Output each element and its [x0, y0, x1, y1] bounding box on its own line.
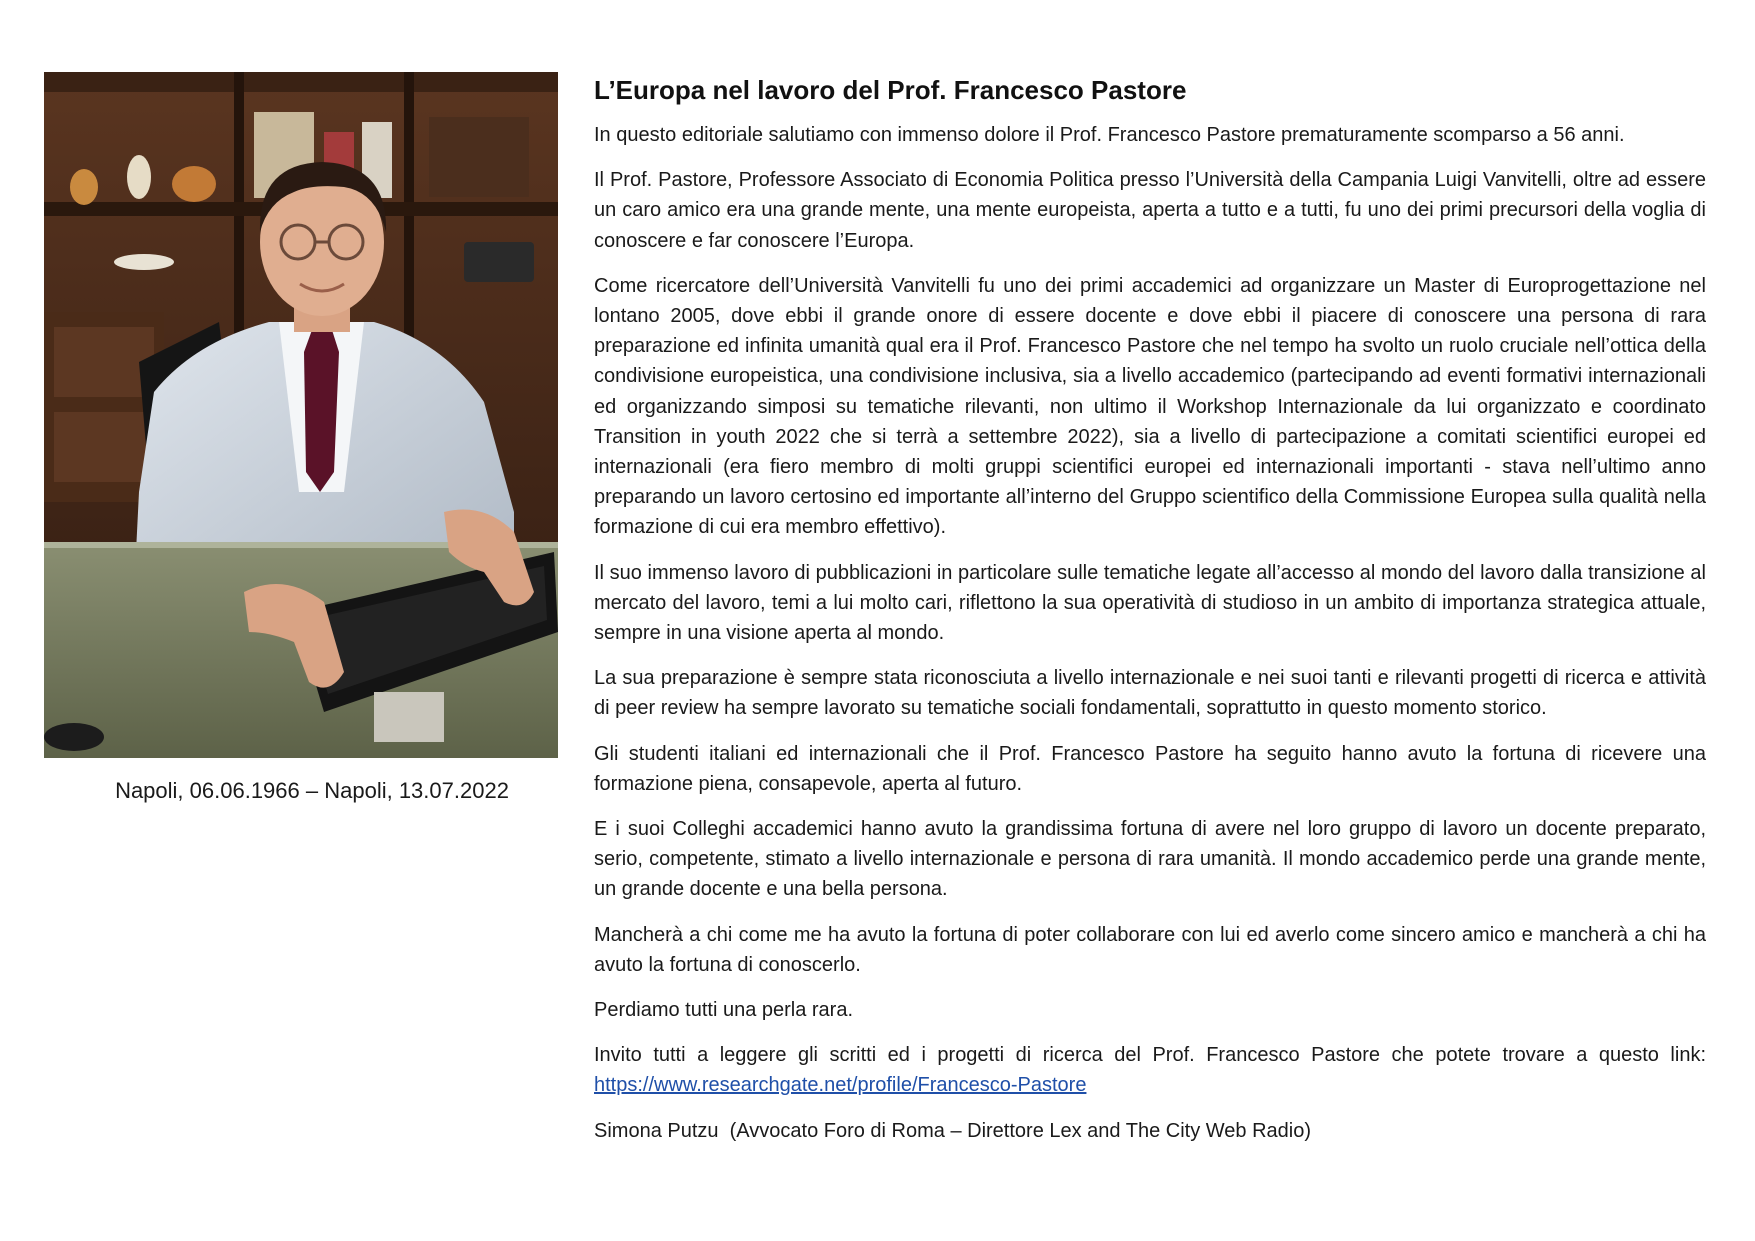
paragraph: Il suo immenso lavoro di pubblicazioni in particolare sulle tematiche legate all’accesso al mondo del lavoro dalla transizione al mercato del lavoro, temi a lui molto cari, riflettono la sua operatività di studioso in un ambito di importanza strategica attuale, sempre in una visione aperta al mondo.	[594, 561, 1706, 645]
paragraph: Come ricercatore dell’Università Vanvitelli fu uno dei primi accademici ad organizzare un Master di Europrogettazione nel lontano 2005, dove ebbi il grande onore di essere docente e dove ebbi il piacere di conoscere una persona di rara preparazione ed infinita umanità qual era il Prof. Francesco Pastore che nel tempo ha svolto un ruolo cruciale nell’ottica della condivisione europeistica, una condivisione inclusiva, sia a livello accademico (partecipando ad eventi formativi internazionali ed organizzando simposi su tematiche rilevanti, non ultimo il Workshop Internazionale da lui organizzato e coordinato Transition in youth 2022 che si terrà a settembre 2022), sia a livello di partecipazione a comitati scientifici europei ed internazionali (era fiero membro di molti gruppi scientifici europei ed internazionali importanti - stava nell’ultimo anno preparando un lavoro certosino ed importante all’interno del Gruppo scientifico della Commissione Europea sulla qualità nella formazione di cui era membro effettivo).	[594, 274, 1706, 539]
paragraph: In questo editoriale salutiamo con immenso dolore il Prof. Francesco Pastore prematuramente scomparso a 56 anni.	[594, 124, 1625, 146]
link-intro: Invito tutti a leggere gli scritti ed i progetti di ricerca del Prof. Francesco Pastore che potete trovare a questo link:	[594, 1044, 1706, 1067]
paragraph: Gli studenti italiani ed internazionali che il Prof. Francesco Pastore ha seguito hanno avuto la fortuna di ricevere una formazione piena, consapevole, aperta al futuro.	[594, 742, 1706, 795]
paragraph: E i suoi Colleghi accademici hanno avuto la grandissima fortuna di avere nel loro gruppo di lavoro un docente preparato, serio, competente, stimato a livello internazionale e persona di rara umanità. Il mondo accademico perde una grande mente, un grande docente e una bella persona.	[594, 818, 1706, 901]
paragraph: La sua preparazione è sempre stata riconosciuta a livello internazionale e nei suoi tanti e rilevanti progetti di ricerca e attività di peer review ha sempre lavorato su tematiche sociali fondamentali, soprattutto in questo momento storico.	[594, 667, 1706, 720]
portrait-photo	[44, 72, 558, 758]
photo-caption: Napoli, 06.06.1966 – Napoli, 13.07.2022	[115, 778, 509, 803]
paragraph: Il Prof. Pastore, Professore Associato di Economia Politica presso l’Università della Campania Luigi Vanvitelli, oltre ad essere un caro amico era una grande mente, una mente europeista, aperta a tutto e a tutti, fu uno dei primi precursori della voglia di conoscere e far conoscere l’Europa.	[594, 169, 1706, 252]
portrait-illustration	[44, 72, 558, 758]
researchgate-link[interactable]: https://www.researchgate.net/profile/Francesco-Pastore	[594, 1074, 1087, 1097]
author-signature: Simona Putzu (Avvocato Foro di Roma – Direttore Lex and The City Web Radio)	[594, 1119, 1312, 1142]
article	[594, 72, 1706, 1146]
article-title: L’Europa nel lavoro del Prof. Francesco Pastore	[594, 75, 1187, 105]
paragraph: Mancherà a chi come me ha avuto la fortuna di poter collaborare con lui ed averlo come sincero amico e mancherà a chi ha avuto la fortuna di conoscerlo.	[594, 923, 1706, 976]
link-paragraph	[594, 1040, 1706, 1100]
paragraph: Perdiamo tutti una perla rara.	[594, 999, 854, 1022]
